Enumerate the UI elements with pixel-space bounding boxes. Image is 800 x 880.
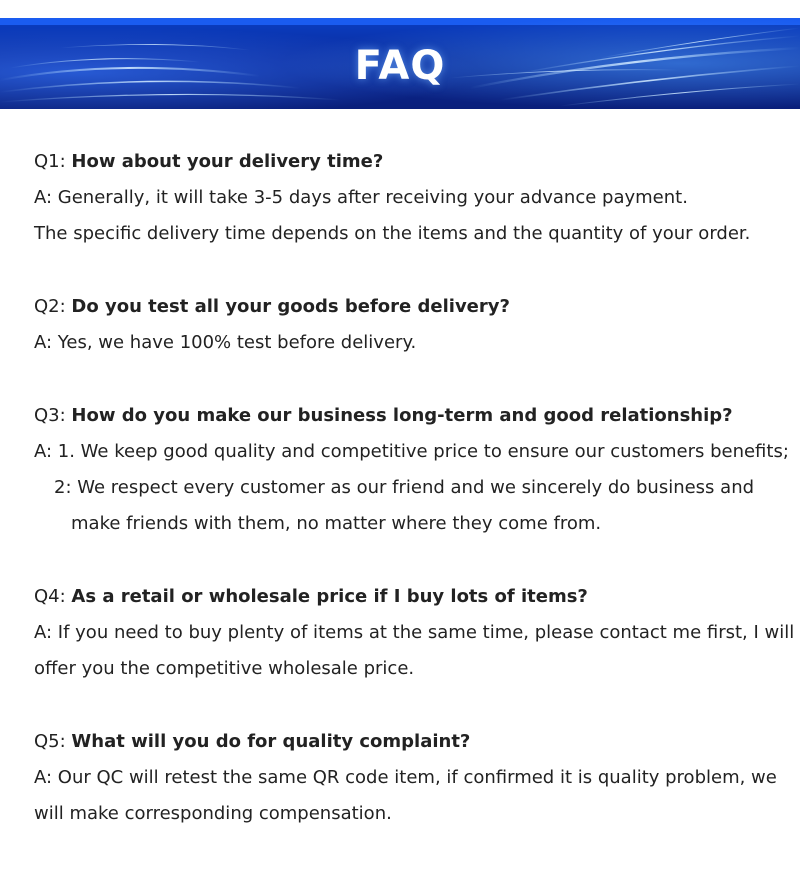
banner-title: FAQ (354, 43, 446, 89)
answer-line: A: 1. We keep good quality and competitive price to ensure our customers benefits; (34, 441, 789, 462)
faq-item-4 (34, 579, 795, 687)
question-text: How do you make our business long-term and good relationship? (71, 405, 733, 426)
question-label: Q5: (34, 731, 66, 752)
answer-line: A: If you need to buy plenty of items at the same time, please contact me first, I will (34, 622, 795, 643)
faq-item-2 (34, 289, 784, 361)
question-line (34, 289, 784, 325)
question-line (34, 724, 784, 760)
answer-line: A: Our QC will retest the same QR code item, if confirmed it is quality problem, we (34, 767, 777, 788)
faq-list (34, 144, 795, 869)
question-label: Q2: (34, 296, 66, 317)
question-text: What will you do for quality complaint? (71, 731, 471, 752)
question-line (34, 144, 784, 180)
question-line (34, 579, 784, 615)
faq-banner (0, 18, 800, 109)
answer-line: offer you the competitive wholesale price. (34, 658, 415, 679)
question-label: Q3: (34, 405, 66, 426)
question-line (34, 398, 784, 434)
question-text: As a retail or wholesale price if I buy lots of items? (71, 586, 588, 607)
question-label: Q4: (34, 586, 66, 607)
faq-item-5 (34, 724, 784, 832)
answer-line: 2: We respect every customer as our friend and we sincerely do business and (54, 477, 755, 498)
faq-item-3 (34, 398, 789, 542)
question-text: Do you test all your goods before delivery? (71, 296, 510, 317)
faq-item-1 (34, 144, 784, 252)
answer-line: A: Generally, it will take 3-5 days after receiving your advance payment. (34, 187, 688, 208)
answer-line: A: Yes, we have 100% test before delivery. (34, 332, 417, 353)
question-label: Q1: (34, 151, 66, 172)
answer-line: make friends with them, no matter where they come from. (71, 513, 602, 534)
answer-line: will make corresponding compensation. (34, 803, 392, 824)
answer-line: The specific delivery time depends on the items and the quantity of your order. (34, 223, 751, 244)
question-text: How about your delivery time? (71, 151, 384, 172)
